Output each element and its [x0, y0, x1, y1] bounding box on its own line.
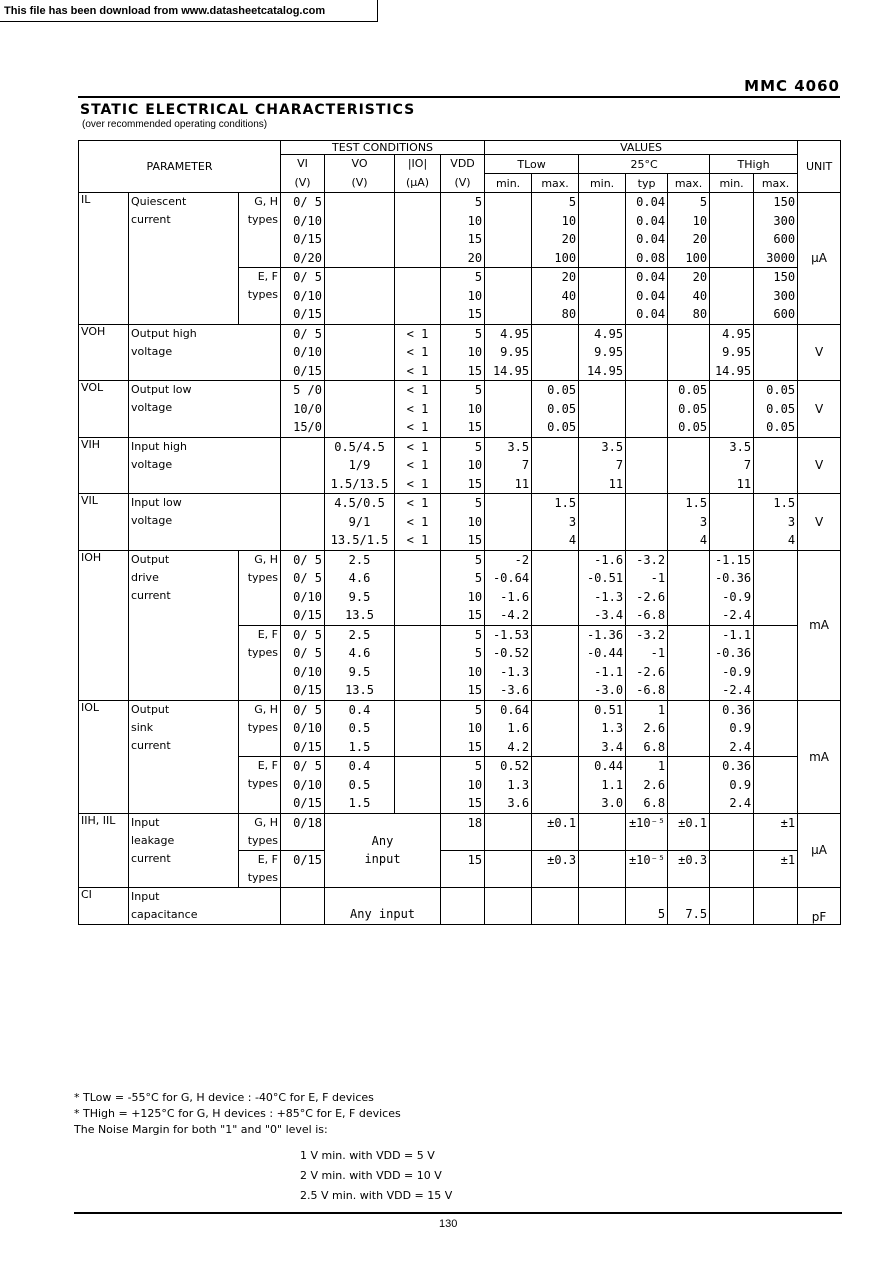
cell-thigh-min: [710, 850, 754, 887]
cell-t25-typ: 0.04 0.04 0.04 0.08: [626, 193, 668, 268]
section-subtitle: (over recommended operating conditions): [82, 119, 268, 130]
cell-t25-typ: [626, 381, 668, 438]
cell-tlow-max: ±0.3: [532, 850, 579, 887]
cell-vo: [325, 324, 395, 381]
cell-tlow-max: 1.5 3 4: [532, 494, 579, 551]
cell-io: [395, 757, 441, 814]
cell-tlow-max: 0.05 0.05 0.05: [532, 381, 579, 438]
cell-vdd: 5 5 10 15: [441, 550, 485, 625]
cell-vo: 0.4 0.5 1.5: [325, 700, 395, 757]
parameter-name: Input capacitance: [129, 887, 281, 924]
cell-t25-min: -1.36 -0.44 -1.1 -3.0: [579, 625, 626, 700]
thigh-max-header: max.: [754, 174, 798, 193]
cell-unit: V: [798, 494, 841, 551]
cell-tlow-min: [485, 268, 532, 325]
cell-t25-max: [668, 437, 710, 494]
cell-vo: [325, 193, 395, 268]
cell-thigh-max: [754, 437, 798, 494]
cell-thigh-min: 0.36 0.9 2.4: [710, 757, 754, 814]
footnote-thigh: * THigh = +125°C for G, H devices : +85°C for E, F devices: [74, 1107, 401, 1120]
cell-vo: [325, 381, 395, 438]
cell-t25-min: 4.95 9.95 14.95: [579, 324, 626, 381]
cell-vi: 0/ 5 0/10 0/15: [281, 324, 325, 381]
page-number: 130: [439, 1218, 458, 1230]
cell-vo: 0.5/4.5 1/9 1.5/13.5: [325, 437, 395, 494]
cell-t25-min: 0.51 1.3 3.4: [579, 700, 626, 757]
cell-t25-typ: [626, 494, 668, 551]
cell-t25-min: [579, 494, 626, 551]
symbol: VOL: [79, 381, 129, 438]
table-row: [79, 813, 841, 850]
cell-thigh-min: 0.36 0.9 2.4: [710, 700, 754, 757]
cell-t25-max: [668, 700, 710, 757]
cell-vi: 0/18: [281, 813, 325, 850]
symbol: VOH: [79, 324, 129, 381]
device-types: E, F types: [239, 850, 281, 887]
cell-thigh-max: ±1: [754, 850, 798, 887]
cell-io: [395, 700, 441, 757]
cell-t25-max: [668, 324, 710, 381]
cell-vi: 0/ 5 0/10 0/15: [281, 268, 325, 325]
parameter-name: Output drive current: [129, 550, 239, 700]
cell-t25-typ: -3.2 -1 -2.6 -6.8: [626, 550, 668, 625]
cell-io: [395, 193, 441, 268]
cell-vdd: 5 5 10 15: [441, 625, 485, 700]
cell-io: [395, 268, 441, 325]
cell-io: < 1 < 1 < 1: [395, 494, 441, 551]
cell-thigh-max: [754, 757, 798, 814]
cell-t25-typ: 5: [626, 887, 668, 924]
cell-thigh-max: 0.05 0.05 0.05: [754, 381, 798, 438]
cell-vi: 0/ 5 0/10 0/15: [281, 700, 325, 757]
cell-tlow-max: [532, 757, 579, 814]
cell-thigh-max: [754, 550, 798, 625]
cell-thigh-max: [754, 887, 798, 924]
cell-vdd: 5 10 15: [441, 324, 485, 381]
cell-vo: Any input: [325, 813, 441, 887]
cell-t25-min: -1.6 -0.51 -1.3 -3.4: [579, 550, 626, 625]
cell-vo: 2.5 4.6 9.5 13.5: [325, 550, 395, 625]
cell-thigh-max: ±1: [754, 813, 798, 850]
cell-t25-max: ±0.1: [668, 813, 710, 850]
cell-thigh-max: 1.5 3 4: [754, 494, 798, 551]
cell-tlow-min: 0.64 1.6 4.2: [485, 700, 532, 757]
t25-typ-header: typ: [626, 174, 668, 193]
parameter-name: Output low voltage: [129, 381, 281, 438]
cell-io: [395, 625, 441, 700]
cell-io: [395, 550, 441, 625]
cell-unit: mA: [798, 700, 841, 813]
cell-t25-min: [579, 268, 626, 325]
symbol: IIH, IIL: [79, 813, 129, 887]
cell-tlow-min: -2 -0.64 -1.6 -4.2: [485, 550, 532, 625]
cell-vo: 2.5 4.6 9.5 13.5: [325, 625, 395, 700]
cell-tlow-max: [532, 625, 579, 700]
cell-thigh-min: [710, 813, 754, 850]
device-types: E, F types: [239, 757, 281, 814]
cell-t25-max: [668, 625, 710, 700]
cell-tlow-max: ±0.1: [532, 813, 579, 850]
cell-tlow-max: [532, 437, 579, 494]
cell-tlow-min: [485, 193, 532, 268]
table-row: [79, 700, 841, 757]
cell-unit: V: [798, 324, 841, 381]
cell-vdd: 5 10 15: [441, 437, 485, 494]
cell-thigh-min: [710, 887, 754, 924]
cell-t25-typ: 0.04 0.04 0.04: [626, 268, 668, 325]
characteristics-table: [78, 140, 841, 925]
parameter-name: Quiescent current: [129, 193, 239, 325]
cell-vdd: 5 10 15 20: [441, 193, 485, 268]
parameter-name: Input high voltage: [129, 437, 281, 494]
tlow-header: TLow: [485, 155, 579, 174]
cell-t25-max: 5 10 20 100: [668, 193, 710, 268]
device-types: E, F types: [239, 268, 281, 325]
part-number: MMC 4060: [744, 77, 840, 95]
cell-thigh-max: [754, 700, 798, 757]
t25-max-header: max.: [668, 174, 710, 193]
table-row: [79, 437, 841, 494]
cell-vdd: 5 10 15: [441, 381, 485, 438]
cell-thigh-max: [754, 324, 798, 381]
test-conditions-header: TEST CONDITIONS: [281, 141, 485, 155]
noise-margin-5v: 1 V min. with VDD = 5 V: [300, 1149, 435, 1162]
cell-tlow-max: 5 10 20 100: [532, 193, 579, 268]
cell-tlow-min: [485, 887, 532, 924]
cell-unit: V: [798, 381, 841, 438]
cell-unit: µA: [798, 813, 841, 887]
thigh-header: THigh: [710, 155, 798, 174]
parameter-name: Input low voltage: [129, 494, 281, 551]
vi-header: VI (V): [281, 155, 325, 193]
cell-vi: [281, 887, 325, 924]
cell-thigh-max: [754, 625, 798, 700]
cell-t25-typ: ±10⁻⁵: [626, 850, 668, 887]
cell-t25-max: 7.5: [668, 887, 710, 924]
cell-tlow-min: -1.53 -0.52 -1.3 -3.6: [485, 625, 532, 700]
values-header: VALUES: [485, 141, 798, 155]
cell-t25-min: [579, 813, 626, 850]
device-types: E, F types: [239, 625, 281, 700]
cell-tlow-min: 0.52 1.3 3.6: [485, 757, 532, 814]
device-types: G, H types: [239, 193, 281, 268]
cell-vi: [281, 437, 325, 494]
noise-margin-list: [300, 1146, 452, 1206]
cell-thigh-min: 4.95 9.95 14.95: [710, 324, 754, 381]
cell-thigh-min: 3.5 7 11: [710, 437, 754, 494]
cell-tlow-max: [532, 887, 579, 924]
cell-thigh-max: 150 300 600 3000: [754, 193, 798, 268]
cell-t25-min: [579, 887, 626, 924]
cell-vi: 0/ 5 0/10 0/15 0/20: [281, 193, 325, 268]
vo-header: VO (V): [325, 155, 395, 193]
cell-thigh-min: [710, 494, 754, 551]
cell-io: < 1 < 1 < 1: [395, 437, 441, 494]
device-types: G, H types: [239, 700, 281, 757]
cell-t25-min: [579, 850, 626, 887]
symbol: IL: [79, 193, 129, 325]
cell-io: < 1 < 1 < 1: [395, 381, 441, 438]
cell-thigh-min: [710, 268, 754, 325]
cell-vdd: 5 10 15: [441, 494, 485, 551]
bottom-rule: [74, 1212, 842, 1214]
cell-t25-min: 0.44 1.1 3.0: [579, 757, 626, 814]
cell-t25-typ: 1 2.6 6.8: [626, 757, 668, 814]
tlow-min-header: min.: [485, 174, 532, 193]
io-header: |IO| (µA): [395, 155, 441, 193]
cell-tlow-max: [532, 700, 579, 757]
cell-vdd: 5 10 15: [441, 700, 485, 757]
vdd-header: VDD (V): [441, 155, 485, 193]
thigh-min-header: min.: [710, 174, 754, 193]
cell-unit: V: [798, 437, 841, 494]
t25-min-header: min.: [579, 174, 626, 193]
cell-vo: 4.5/0.5 9/1 13.5/1.5: [325, 494, 395, 551]
cell-tlow-max: 20 40 80: [532, 268, 579, 325]
section-title: STATIC ELECTRICAL CHARACTERISTICS: [80, 102, 416, 118]
cell-tlow-min: 4.95 9.95 14.95: [485, 324, 532, 381]
symbol: IOH: [79, 550, 129, 700]
top-rule: [78, 96, 840, 98]
cell-tlow-min: 3.5 7 11: [485, 437, 532, 494]
symbol: VIL: [79, 494, 129, 551]
cell-vi: 0/ 5 0/10 0/15: [281, 757, 325, 814]
footnote-tlow: * TLow = -55°C for G, H device : -40°C for E, F devices: [74, 1091, 374, 1104]
cell-thigh-min: [710, 193, 754, 268]
noise-margin-10v: 2 V min. with VDD = 10 V: [300, 1169, 442, 1182]
cell-t25-max: [668, 757, 710, 814]
cell-vo: 0.4 0.5 1.5: [325, 757, 395, 814]
cell-vdd: 5 10 15: [441, 757, 485, 814]
t25-header: 25°C: [579, 155, 710, 174]
cell-io: < 1 < 1 < 1: [395, 324, 441, 381]
cell-t25-max: [668, 550, 710, 625]
symbol: IOL: [79, 700, 129, 813]
table-row: [79, 887, 841, 924]
cell-thigh-min: [710, 381, 754, 438]
cell-unit: pF: [798, 887, 841, 924]
cell-tlow-min: [485, 813, 532, 850]
cell-tlow-min: [485, 381, 532, 438]
cell-unit: µA: [798, 193, 841, 325]
footnote-noise-margin: The Noise Margin for both "1" and "0" level is:: [74, 1123, 328, 1136]
table-row: [79, 550, 841, 625]
cell-vi: [281, 494, 325, 551]
cell-vi: 0/15: [281, 850, 325, 887]
cell-t25-min: [579, 193, 626, 268]
cell-thigh-max: 150 300 600: [754, 268, 798, 325]
cell-t25-typ: ±10⁻⁵: [626, 813, 668, 850]
cell-tlow-max: [532, 550, 579, 625]
symbol: VIH: [79, 437, 129, 494]
cell-vi: 0/ 5 0/ 5 0/10 0/15: [281, 625, 325, 700]
cell-t25-typ: [626, 437, 668, 494]
cell-unit: mA: [798, 550, 841, 700]
cell-thigh-min: -1.15 -0.36 -0.9 -2.4: [710, 550, 754, 625]
cell-tlow-max: [532, 324, 579, 381]
table-row: [79, 381, 841, 438]
cell-vi: 5 /0 10/0 15/0: [281, 381, 325, 438]
cell-vdd: 5 10 15: [441, 268, 485, 325]
cell-tlow-min: [485, 494, 532, 551]
cell-vdd: 18: [441, 813, 485, 850]
table-row: [79, 494, 841, 551]
cell-vi: 0/ 5 0/ 5 0/10 0/15: [281, 550, 325, 625]
device-types: G, H types: [239, 813, 281, 850]
tlow-max-header: max.: [532, 174, 579, 193]
parameter-name: Input leakage current: [129, 813, 239, 887]
cell-t25-max: ±0.3: [668, 850, 710, 887]
table-row: [79, 324, 841, 381]
unit-header: UNIT: [798, 141, 841, 193]
cell-t25-typ: -3.2 -1 -2.6 -6.8: [626, 625, 668, 700]
parameter-header: PARAMETER: [79, 141, 281, 193]
cell-thigh-min: -1.1 -0.36 -0.9 -2.4: [710, 625, 754, 700]
cell-vo: [325, 268, 395, 325]
footnotes: [74, 1090, 634, 1138]
cell-t25-max: 1.5 3 4: [668, 494, 710, 551]
cell-t25-min: 3.5 7 11: [579, 437, 626, 494]
table-row: [79, 193, 841, 268]
cell-t25-max: 0.05 0.05 0.05: [668, 381, 710, 438]
cell-vdd: [441, 887, 485, 924]
symbol: CI: [79, 887, 129, 924]
cell-t25-max: 20 40 80: [668, 268, 710, 325]
cell-t25-typ: [626, 324, 668, 381]
parameter-name: Output sink current: [129, 700, 239, 813]
cell-t25-typ: 1 2.6 6.8: [626, 700, 668, 757]
cell-vdd: 15: [441, 850, 485, 887]
download-banner: This file has been download from www.datasheetcatalog.com: [0, 0, 378, 22]
device-types: G, H types: [239, 550, 281, 625]
noise-margin-15v: 2.5 V min. with VDD = 15 V: [300, 1189, 453, 1202]
cell-tlow-min: [485, 850, 532, 887]
parameter-name: Output high voltage: [129, 324, 281, 381]
cell-vo: Any input: [325, 887, 441, 924]
cell-t25-min: [579, 381, 626, 438]
